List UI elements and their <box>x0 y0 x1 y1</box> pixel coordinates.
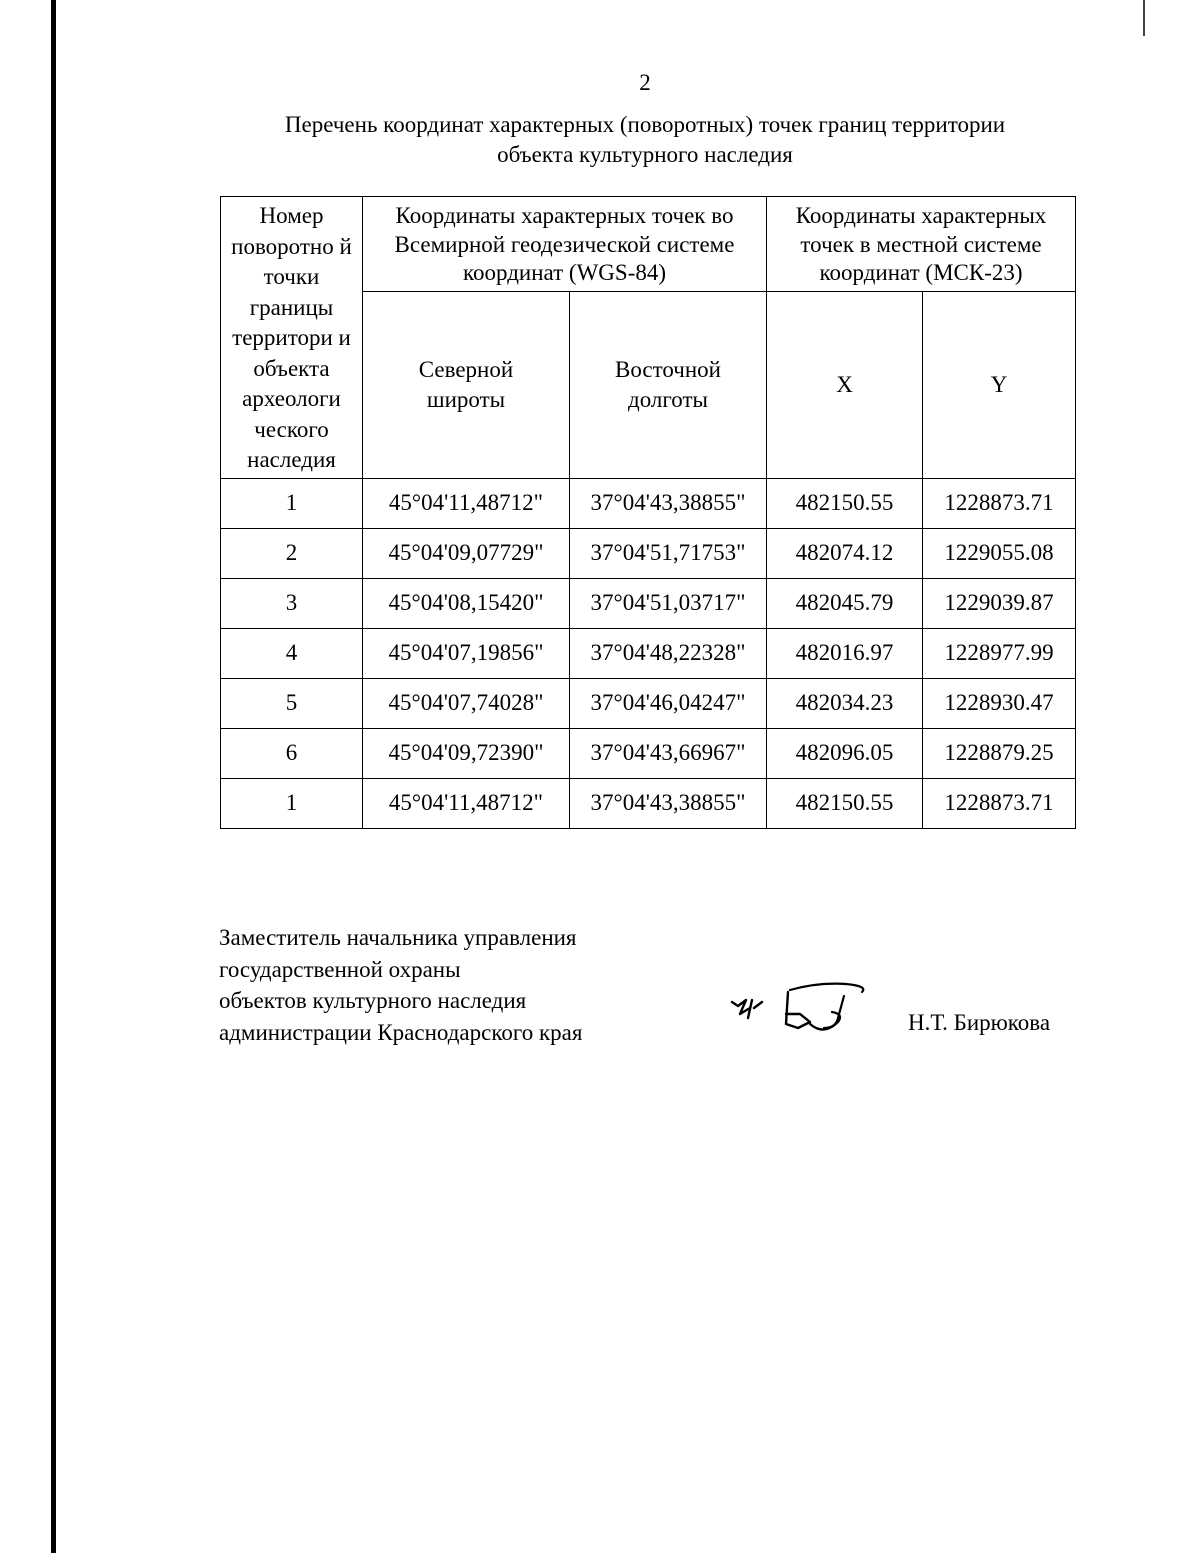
table-row <box>221 728 1076 778</box>
header-wgs84: Координаты характерных точек во Всемирной геодезической системе координат (WGS-84) <box>363 197 767 292</box>
table-row <box>221 778 1076 828</box>
coord-y: 1229055.08 <box>923 528 1076 578</box>
latitude: 45°04'11,48712" <box>363 778 570 828</box>
signer-name: Н.Т. Бирюкова <box>908 1010 1051 1035</box>
longitude: 37°04'51,03717" <box>570 578 767 628</box>
page-number: 2 <box>639 70 651 95</box>
point-number: 1 <box>221 478 363 528</box>
coord-x: 482045.79 <box>767 578 923 628</box>
signatory-position-line-4: администрации Краснодарского края <box>219 1019 583 1045</box>
longitude: 37°04'43,38855" <box>570 778 767 828</box>
latitude: 45°04'09,07729" <box>363 528 570 578</box>
longitude: 37°04'43,38855" <box>570 478 767 528</box>
coord-x: 482016.97 <box>767 628 923 678</box>
latitude: 45°04'07,74028" <box>363 678 570 728</box>
document-title-line-1: Перечень координат характерных (поворотных) точек границ территории <box>284 112 1006 137</box>
coord-x: 482074.12 <box>767 528 923 578</box>
table-row <box>221 478 1076 528</box>
latitude: 45°04'07,19856" <box>363 628 570 678</box>
table-row <box>221 678 1076 728</box>
coord-x: 482096.05 <box>767 728 923 778</box>
coord-x: 482150.55 <box>767 478 923 528</box>
point-number: 1 <box>221 778 363 828</box>
coord-y: 1228977.99 <box>923 628 1076 678</box>
document-title <box>200 110 1090 170</box>
handwritten-signature <box>728 978 873 1040</box>
latitude: 45°04'11,48712" <box>363 478 570 528</box>
coord-y: 1228879.25 <box>923 728 1076 778</box>
header-msk23: Координаты характерных точек в местной системе координат (МСК-23) <box>767 197 1076 292</box>
longitude: 37°04'48,22328" <box>570 628 767 678</box>
point-number: 4 <box>221 628 363 678</box>
point-number: 3 <box>221 578 363 628</box>
signatory-position <box>219 922 582 1048</box>
header-north-latitude-text: Северной широты <box>418 356 514 412</box>
header-point-number: Номер поворотно й точки границы территори и объекта археологи ческого наследия <box>221 197 363 479</box>
signatory-position-line-1: Заместитель начальника управления <box>219 925 577 950</box>
coord-x: 482150.55 <box>767 778 923 828</box>
point-number: 5 <box>221 678 363 728</box>
latitude: 45°04'08,15420" <box>363 578 570 628</box>
table-row <box>221 578 1076 628</box>
scan-edge-right <box>1143 0 1145 36</box>
coord-y: 1228873.71 <box>923 778 1076 828</box>
longitude: 37°04'51,71753" <box>570 528 767 578</box>
longitude: 37°04'46,04247" <box>570 678 767 728</box>
coord-y: 1228873.71 <box>923 478 1076 528</box>
table-row <box>221 528 1076 578</box>
header-east-longitude-text: Восточной долготы <box>615 356 721 412</box>
signatory-position-line-2: государственной охраны <box>219 956 461 982</box>
scan-edge-left <box>51 0 56 1553</box>
point-number: 2 <box>221 528 363 578</box>
header-north-latitude <box>363 291 570 478</box>
latitude: 45°04'09,72390" <box>363 728 570 778</box>
header-east-longitude <box>570 291 767 478</box>
document-title-line-2: объекта культурного наследия <box>497 142 793 167</box>
coord-x: 482034.23 <box>767 678 923 728</box>
header-y: Y <box>923 291 1076 478</box>
header-x: X <box>767 291 923 478</box>
coord-y: 1228930.47 <box>923 678 1076 728</box>
longitude: 37°04'43,66967" <box>570 728 767 778</box>
table-row <box>221 628 1076 678</box>
coordinates-table <box>220 196 1076 829</box>
point-number: 6 <box>221 728 363 778</box>
coord-y: 1229039.87 <box>923 578 1076 628</box>
signatory-position-line-3: объектов культурного наследия <box>219 988 527 1013</box>
